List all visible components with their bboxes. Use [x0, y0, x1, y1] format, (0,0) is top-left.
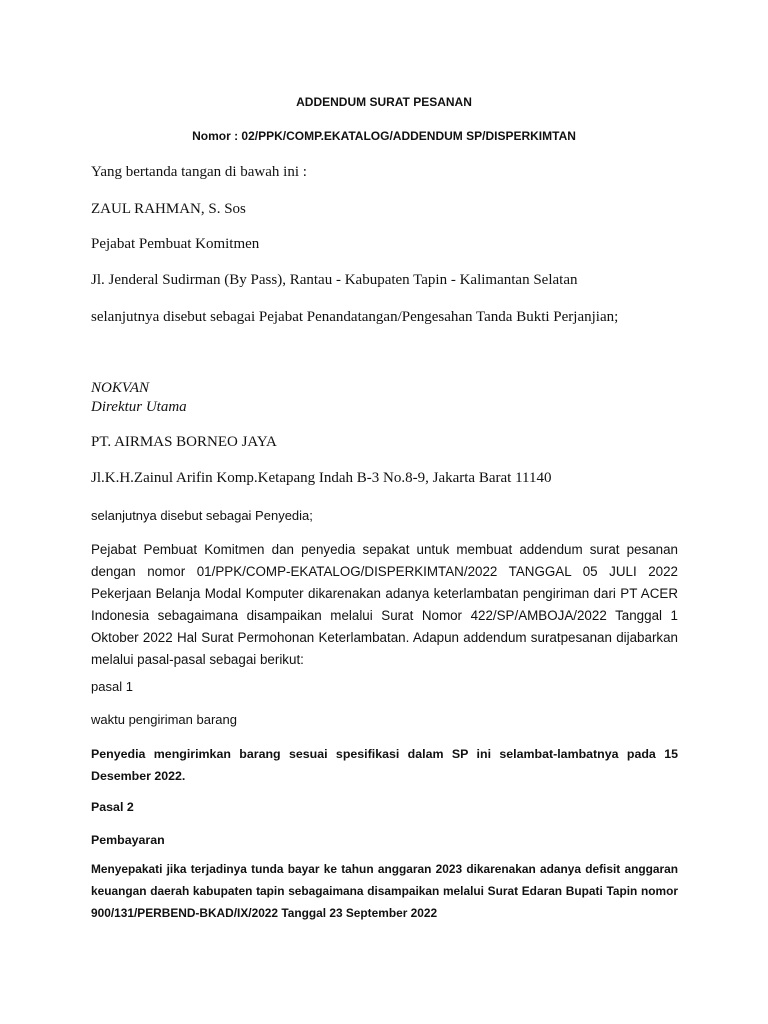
party1-designation: selanjutnya disebut sebagai Pejabat Penandatangan/Pengesahan Tanda Bukti Perjanjian; — [91, 309, 619, 325]
pasal2-heading: Pembayaran — [91, 833, 165, 847]
party2-company: PT. AIRMAS BORNEO JAYA — [91, 434, 277, 450]
pasal2-body: Menyepakati jika terjadinya tunda bayar ke tahun anggaran 2023 dikarenakan adanya defisit anggaran keuangan daerah kabupaten tapin sebagaimana disampaikan melalui Surat Edaran Bupati Tapin nomor 900/131/PERBEND-BKAD/IX/2022 Tanggal 23 September 2022 — [91, 862, 678, 920]
intro-text: Yang bertanda tangan di bawah ini : — [91, 164, 307, 180]
document-number: Nomor : 02/PPK/COMP.EKATALOG/ADDENDUM SP/DISPERKIMTAN — [192, 129, 576, 143]
party1-address: Jl. Jenderal Sudirman (By Pass), Rantau - Kabupaten Tapin - Kalimantan Selatan — [91, 272, 578, 288]
party1-name: ZAUL RAHMAN, S. Sos — [91, 201, 246, 217]
pasal1-body: Penyedia mengirimkan barang sesuai spesifikasi dalam SP ini selambat-lambatnya pada 15 Desember 2022. — [91, 747, 678, 783]
pasal2-label: Pasal 2 — [91, 800, 134, 814]
pasal1-heading: waktu pengiriman barang — [91, 712, 237, 727]
party2-name: NOKVAN — [91, 380, 150, 396]
party2-title: Direktur Utama — [91, 399, 187, 415]
party2-address: Jl.K.H.Zainul Arifin Komp.Ketapang Indah B-3 No.8-9, Jakarta Barat 11140 — [91, 470, 552, 486]
document-title: ADDENDUM SURAT PESANAN — [296, 95, 472, 109]
party1-position: Pejabat Pembuat Komitmen — [91, 236, 260, 252]
party2-designation: selanjutnya disebut sebagai Penyedia; — [91, 508, 313, 523]
agreement-paragraph: Pejabat Pembuat Komitmen dan penyedia sepakat untuk membuat addendum surat pesanan dengan nomor 01/PPK/COMP-EKATALOG/DISPERKIMTAN/2022 TANGGAL 05 JULI 2022 Pekerjaan Belanja Modal Komputer dikarenakan adanya keterlambatan pengiriman dari PT ACER Indonesia sebagaimana disampaikan melalui Surat Nomor 422/SP/AMBOJA/2022 Tanggal 1 Oktober 2022 Hal Surat Permohonan Keterlambatan. Adapun addendum suratpesanan dijabarkan melalui pasal-pasal sebagai berikut: — [91, 542, 678, 667]
pasal1-label: pasal 1 — [91, 679, 133, 694]
